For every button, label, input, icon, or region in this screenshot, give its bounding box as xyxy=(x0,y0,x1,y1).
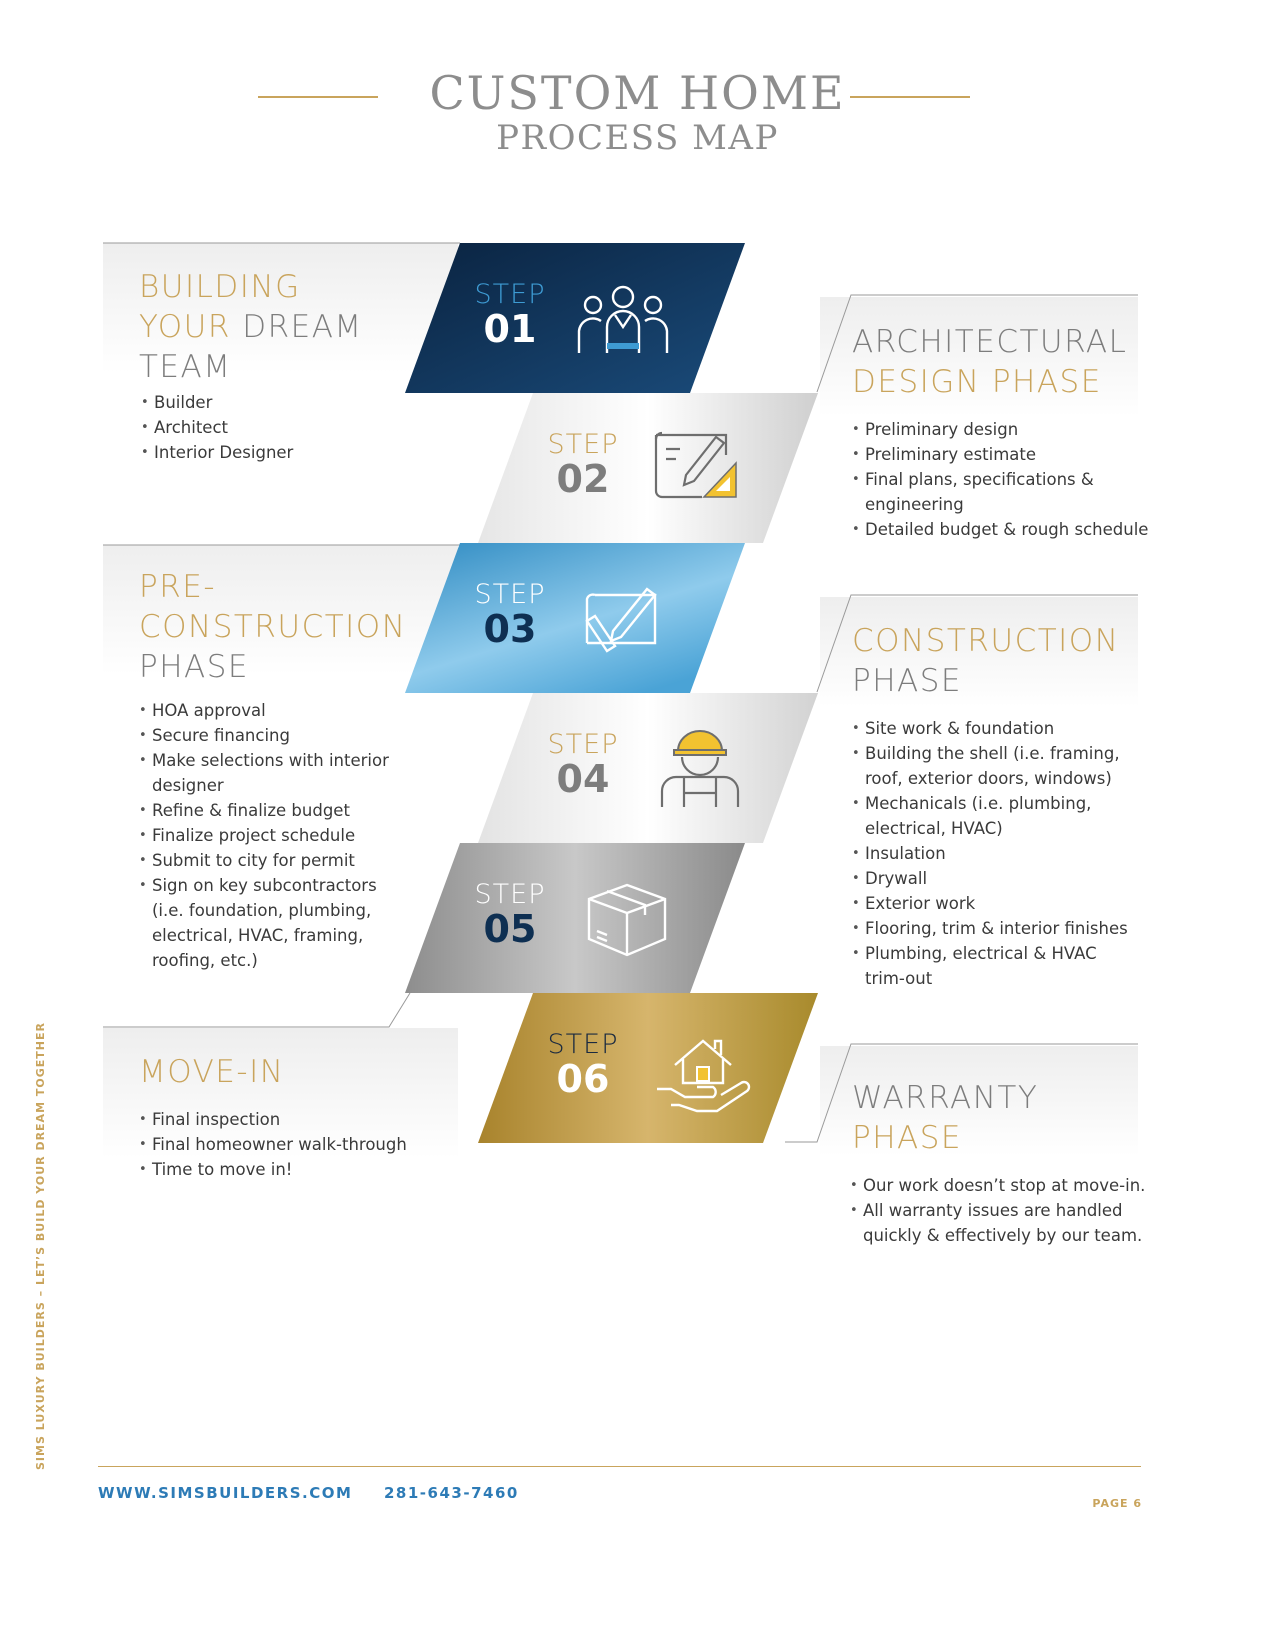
list-item: • Exterior work xyxy=(852,891,1128,916)
list-item: • Sign on key subcontractors xyxy=(139,873,389,898)
phase-team-heading-line2-gold: YOUR xyxy=(139,309,231,345)
list-item: • Preliminary design xyxy=(852,417,1148,442)
list-item: • Drywall xyxy=(852,866,1128,891)
list-item-continuation: quickly & effectively by our team. xyxy=(863,1226,1143,1245)
list-item: • Secure financing xyxy=(139,723,389,748)
list-item: • Refine & finalize budget xyxy=(139,798,389,823)
step-02-label: STEP xyxy=(547,429,619,460)
page-title: CUSTOM HOME xyxy=(429,66,846,120)
list-item: • Mechanicals (i.e. plumbing, xyxy=(852,791,1128,816)
list-item: • HOA approval xyxy=(139,698,389,723)
list-item: • Final homeowner walk-through xyxy=(139,1132,407,1157)
list-item-continuation: trim-out xyxy=(865,969,933,988)
list-item: • Plumbing, electrical & HVAC xyxy=(852,941,1128,966)
list-item: • Make selections with interior xyxy=(139,748,389,773)
list-item-continuation: roofing, etc.) xyxy=(152,951,258,970)
step-06-label: STEP xyxy=(547,1029,619,1060)
step-06-number: 06 xyxy=(556,1057,610,1101)
construction-worker-icon xyxy=(650,725,750,809)
page-number: PAGE 6 xyxy=(1092,1497,1142,1510)
step-01-number: 01 xyxy=(483,307,537,351)
blueprint-ruler-icon xyxy=(646,429,746,501)
phase-movein-list xyxy=(139,1107,407,1182)
phase-architectural-heading-line2: DESIGN PHASE xyxy=(852,364,1102,400)
step-05-card xyxy=(405,843,745,993)
phase-architectural-list xyxy=(852,417,1148,542)
phase-preconstruction-heading-line3: PHASE xyxy=(139,649,249,685)
phase-team-heading-line2-gray: DREAM xyxy=(230,309,363,345)
list-item: • Detailed budget & rough schedule xyxy=(852,517,1148,542)
step-06-card xyxy=(478,993,818,1143)
step-05-number: 05 xyxy=(483,907,537,951)
phase-architectural-heading xyxy=(852,322,1127,402)
step-03-number: 03 xyxy=(483,607,537,651)
list-item: • Builder xyxy=(141,390,293,415)
phase-preconstruction-heading-line2: CONSTRUCTION xyxy=(139,609,407,645)
phase-movein-heading-line1: MOVE-IN xyxy=(139,1054,285,1090)
step-03-label: STEP xyxy=(474,579,546,610)
list-item: • All warranty issues are handled xyxy=(850,1198,1145,1223)
footer-website-link[interactable]: WWW.SIMSBUILDERS.COM xyxy=(98,1484,353,1502)
phase-construction-heading xyxy=(852,621,1119,701)
phase-warranty-heading-line1: WARRANTY xyxy=(852,1080,1039,1116)
phase-preconstruction-list xyxy=(139,698,389,973)
team-icon xyxy=(573,285,673,357)
step-02-card xyxy=(478,393,818,543)
phase-warranty-heading xyxy=(852,1078,1038,1158)
step-01-card xyxy=(405,243,745,393)
phase-construction-heading-line2: PHASE xyxy=(852,663,962,699)
step-05-label: STEP xyxy=(474,879,546,910)
phase-construction-list xyxy=(852,716,1128,991)
step-04-number: 04 xyxy=(556,757,610,801)
list-item-continuation: roof, exterior doors, windows) xyxy=(865,769,1112,788)
phase-preconstruction-heading-line1: PRE- xyxy=(139,569,217,605)
house-in-hand-icon xyxy=(653,1029,753,1113)
vertical-tagline: SIMS LUXURY BUILDERS – LET’S BUILD YOUR DREAM TOGETHER xyxy=(34,1022,47,1470)
list-item-continuation: (i.e. foundation, plumbing, xyxy=(152,901,372,920)
step-03-card xyxy=(405,543,745,693)
list-item: • Architect xyxy=(141,415,293,440)
list-item: • Insulation xyxy=(852,841,1128,866)
list-item: • Time to move in! xyxy=(139,1157,407,1182)
phase-team-heading-line1: BUILDING xyxy=(139,269,301,305)
phase-team-heading-line3: TEAM xyxy=(139,349,232,385)
list-item: • Final plans, specifications & xyxy=(852,467,1148,492)
list-item: • Site work & foundation xyxy=(852,716,1128,741)
step-04-label: STEP xyxy=(547,729,619,760)
list-item-continuation: engineering xyxy=(865,495,964,514)
package-box-icon xyxy=(577,877,677,961)
list-item: • Preliminary estimate xyxy=(852,442,1148,467)
phase-warranty-heading-line2: PHASE xyxy=(852,1120,962,1156)
page-subtitle: PROCESS MAP xyxy=(496,118,779,158)
phase-team-list xyxy=(141,390,293,465)
step-02-number: 02 xyxy=(556,457,610,501)
list-item: • Interior Designer xyxy=(141,440,293,465)
list-item: • Our work doesn’t stop at move-in. xyxy=(850,1173,1145,1198)
list-item-continuation: electrical, HVAC) xyxy=(865,819,1003,838)
footer-rule xyxy=(98,1466,1141,1467)
plans-pencil-icon xyxy=(573,581,673,653)
phase-construction-heading-line1: CONSTRUCTION xyxy=(852,623,1120,659)
list-item: • Final inspection xyxy=(139,1107,407,1132)
phase-movein-heading xyxy=(139,1052,284,1092)
list-item: • Flooring, trim & interior finishes xyxy=(852,916,1128,941)
phase-team-heading xyxy=(139,267,363,387)
step-01-label: STEP xyxy=(474,279,546,310)
phase-preconstruction-heading xyxy=(139,567,406,687)
list-item: • Finalize project schedule xyxy=(139,823,389,848)
list-item: • Building the shell (i.e. framing, xyxy=(852,741,1128,766)
list-item-continuation: electrical, HVAC, framing, xyxy=(152,926,364,945)
list-item: • Submit to city for permit xyxy=(139,848,389,873)
step-04-card xyxy=(478,693,818,843)
list-item-continuation: designer xyxy=(152,776,224,795)
phase-architectural-heading-line1: ARCHITECTURAL xyxy=(852,324,1128,360)
phase-warranty-list xyxy=(850,1173,1145,1248)
footer-phone-link[interactable]: 281-643-7460 xyxy=(384,1484,519,1502)
